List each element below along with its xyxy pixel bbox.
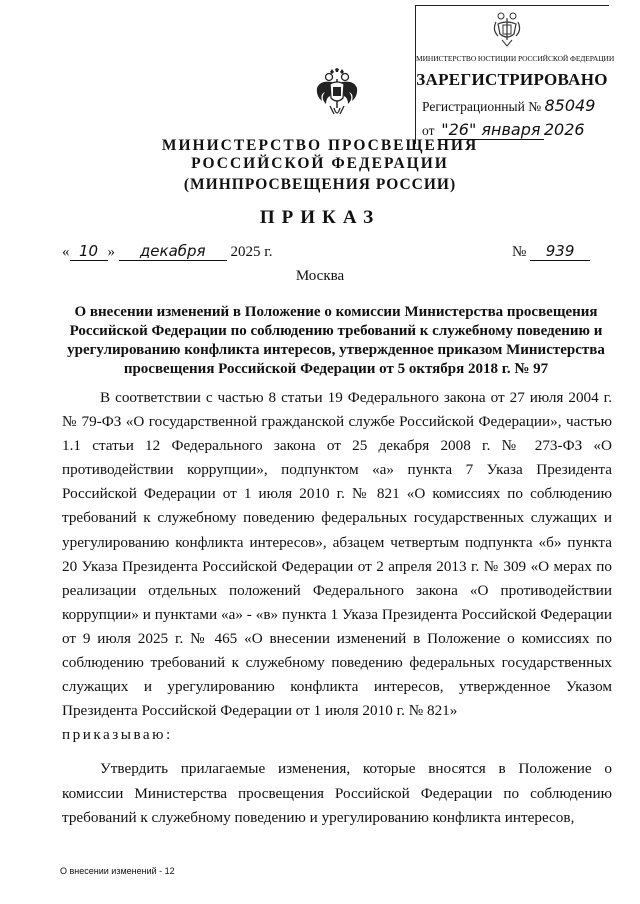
date-quote-close: »	[107, 244, 115, 260]
preamble-paragraph: В соответствии с частью 8 статьи 19 Федерального закона от 27 июля 2004 г. № 79-ФЗ «О государственной гражданской службе Российской Федерации», частью 1.1 статьи 12 Федерального закона от 25 декабря 2008 г. № 273-ФЗ «О противодействии коррупции», подпунктом «а» пункта 7 Указа Президента Российской Федерации от 1 июля 2010 г. № 821 «О комиссиях по соблюдению требований к служебному поведению федеральных государственных служащих и урегулированию конфликта интересов», абзацем четвертым подпункта «б» пункта 20 Указа Президента Российской Федерации от 2 апреля 2013 г. № 309 «О мерах по реализации отдельных положений Федерального закона «О противодействии коррупции» и пунктами «а» - «в» пункта 1 Указа Президента Российской Федерации от 9 июля 2025 г. № 465 «О внесении изменений в Положение о комиссиях по соблюдению требований к служебному поведению федеральных государственных служащих и урегулированию конфликта интересов, утвержденное Указом Президента Российской Федерации от 1 июля 2010 г. № 821»	[62, 389, 612, 720]
order-day: 10	[70, 242, 108, 261]
stamp-date-prefix: от	[422, 123, 435, 138]
stamp-ministry: МИНИСТЕРСТВО ЮСТИЦИИ РОССИЙСКОЙ ФЕДЕРАЦИИ	[416, 54, 615, 63]
coat-of-arms-icon	[314, 68, 360, 120]
stamp-date-year: 2026	[543, 120, 585, 139]
stamp-reg-label: Регистрационный №	[422, 99, 542, 114]
date-quote-open: «	[62, 244, 70, 260]
prikazyvayu-line: приказываю:	[62, 726, 173, 744]
order-year: 2025 г.	[230, 244, 273, 260]
order-city: Москва	[295, 268, 345, 284]
order-number-label: №	[512, 244, 527, 260]
stamp-status: ЗАРЕГИСТРИРОВАНО	[416, 70, 608, 89]
order-date	[62, 242, 272, 261]
ministry-name-line1: МИНИСТЕРСТВО ПРОСВЕЩЕНИЯ	[161, 137, 479, 154]
stamp-registration	[422, 96, 595, 115]
order-number	[512, 242, 590, 261]
ministry-short-name: (МИНПРОСВЕЩЕНИЯ РОССИИ)	[183, 176, 457, 193]
order-number-value: 939	[530, 242, 590, 261]
stamp-reg-number: 85049	[544, 96, 596, 115]
order-month: декабря	[119, 242, 227, 261]
ministry-name-line2: РОССИЙСКОЙ ФЕДЕРАЦИИ	[191, 155, 449, 172]
operative-paragraph: Утвердить прилагаемые изменения, которые вносятся в Положение о комиссии Министерства просвещения Российской Федерации по соблюдению требований к служебному поведению и урегулированию конфликта интересов,	[62, 760, 612, 826]
order-body	[62, 386, 612, 830]
page-footer: О внесении изменений - 12	[60, 866, 175, 876]
stamp-date-handwritten: "26" января	[438, 120, 544, 140]
stamp-emblem-icon	[490, 10, 524, 48]
document-type: ПРИКАЗ	[259, 207, 381, 228]
order-title: О внесении изменений в Положение о комиссии Министерства просвещения Российской Федерации по соблюдению требований к служебному поведению и урегулированию конфликта интересов, утвержденное приказом Министерства просвещения Российской Федерации от 5 октября 2018 г. № 97	[67, 304, 605, 377]
